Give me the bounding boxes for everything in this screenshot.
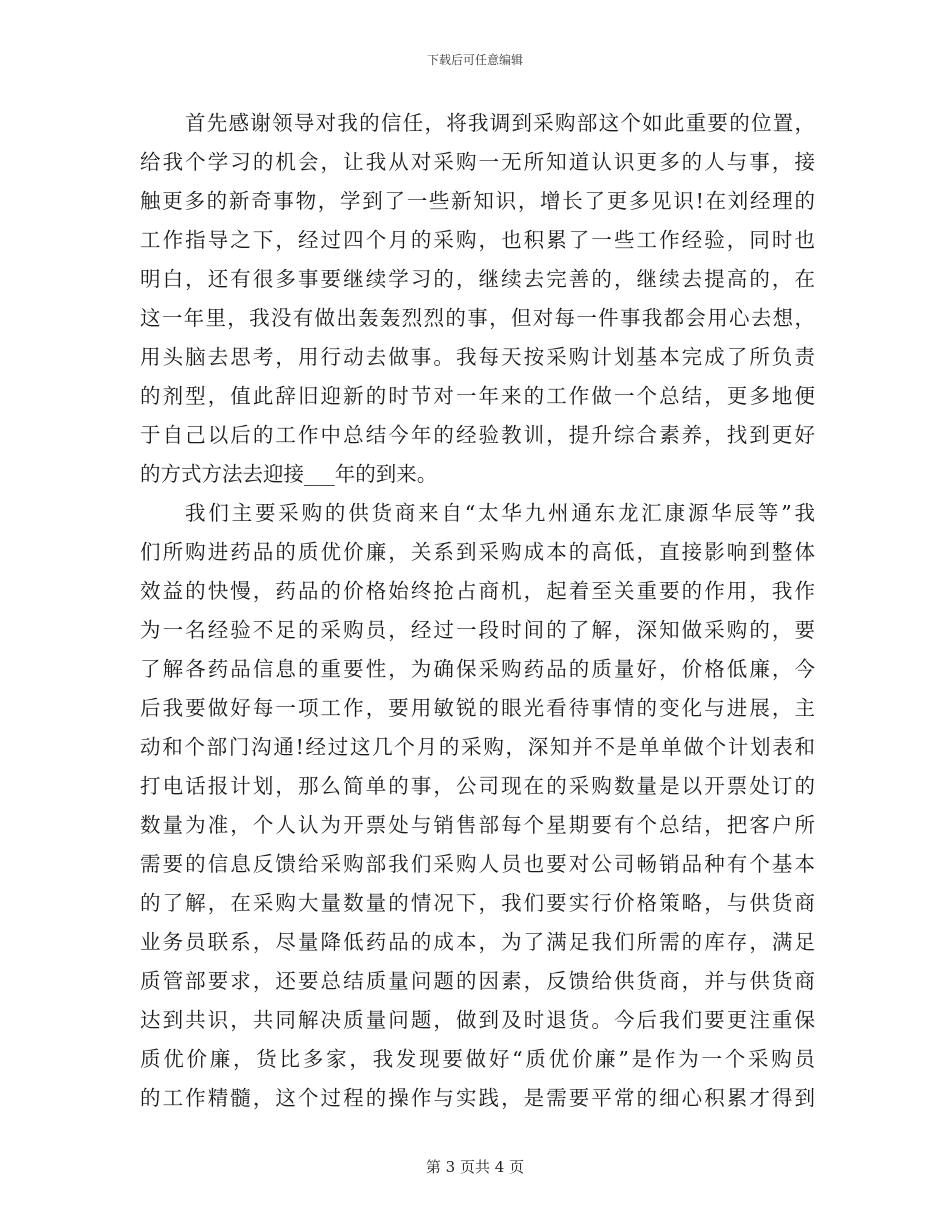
page-number: 第 3 页共 4 页: [425, 1158, 525, 1176]
text-line: 于自己以后的工作中总结今年的经验教训，提升综合素养，找到更好: [140, 423, 815, 447]
text-line: 工作指导之下，经过四个月的采购，也积累了一些工作经验，同时也: [140, 228, 815, 252]
text-line: 数量为准，个人认为开票处与销售部每个星期要有个总结，把客户所: [140, 813, 815, 837]
text-line: 明白，还有很多事要继续学习的，继续去完善的，继续去提高的，在: [140, 267, 815, 291]
paragraph-2: [140, 494, 815, 1118]
text-line: 的工作精髓，这个过程的操作与实践，是需要平常的细心积累才得到: [140, 1086, 815, 1110]
text-line: 需要的信息反馈给采购部我们采购人员也要对公司畅销品种有个基本: [140, 852, 815, 876]
text-line: 打电话报计划，那么简单的事，公司现在的采购数量是以开票处订的: [140, 774, 815, 798]
text-line: 用头脑去思考，用行动去做事。我每天按采购计划基本完成了所负责: [140, 345, 815, 369]
text-line: 质优价廉，货比多家，我发现要做好“质优价廉”是作为一个采购员: [140, 1047, 815, 1071]
text-line: 后我要做好每一项工作，要用敏锐的眼光看待事情的变化与进展，主: [140, 696, 815, 720]
text-line: 的方式方法去迎接___年的到来。: [140, 462, 438, 486]
page-header-note: 下载后可任意编辑: [426, 53, 523, 67]
text-line: 业务员联系，尽量降低药品的成本，为了满足我们所需的库存，满足: [140, 930, 815, 954]
text-line: 的剂型，值此辞旧迎新的时节对一年来的工作做一个总结，更多地便: [140, 384, 815, 408]
text-line: 这一年里，我没有做出轰轰烈烈的事，但对每一件事我都会用心去想，: [140, 306, 815, 330]
text-line: 了解各药品信息的重要性，为确保采购药品的质量好，价格低廉，今: [140, 657, 815, 681]
text-line: 我们主要采购的供货商来自“太华九州通东龙汇康源华辰等”我: [185, 501, 815, 525]
document-body: [140, 104, 815, 1118]
text-line: 为一名经验不足的采购员，经过一段时间的了解，深知做采购的，要: [140, 618, 815, 642]
text-line: 首先感谢领导对我的信任，将我调到采购部这个如此重要的位置，: [185, 111, 815, 135]
text-line: 给我个学习的机会，让我从对采购一无所知道认识更多的人与事，接: [140, 150, 815, 174]
text-line: 的了解，在采购大量数量的情况下，我们要实行价格策略，与供货商: [140, 891, 815, 915]
text-line: 触更多的新奇事物，学到了一些新知识，增长了更多见识!在刘经理的: [140, 189, 815, 213]
text-line: 动和个部门沟通!经过这几个月的采购，深知并不是单单做个计划表和: [140, 735, 815, 759]
text-line: 们所购进药品的质优价廉，关系到采购成本的高低，直接影响到整体: [140, 540, 815, 564]
paragraph-1: [140, 104, 815, 494]
text-line: 效益的快慢，药品的价格始终抢占商机，起着至关重要的作用，我作: [140, 579, 815, 603]
text-line: 达到共识，共同解决质量问题，做到及时退货。今后我们要更注重保: [140, 1008, 815, 1032]
text-line: 质管部要求，还要总结质量问题的因素，反馈给供货商，并与供货商: [140, 969, 815, 993]
